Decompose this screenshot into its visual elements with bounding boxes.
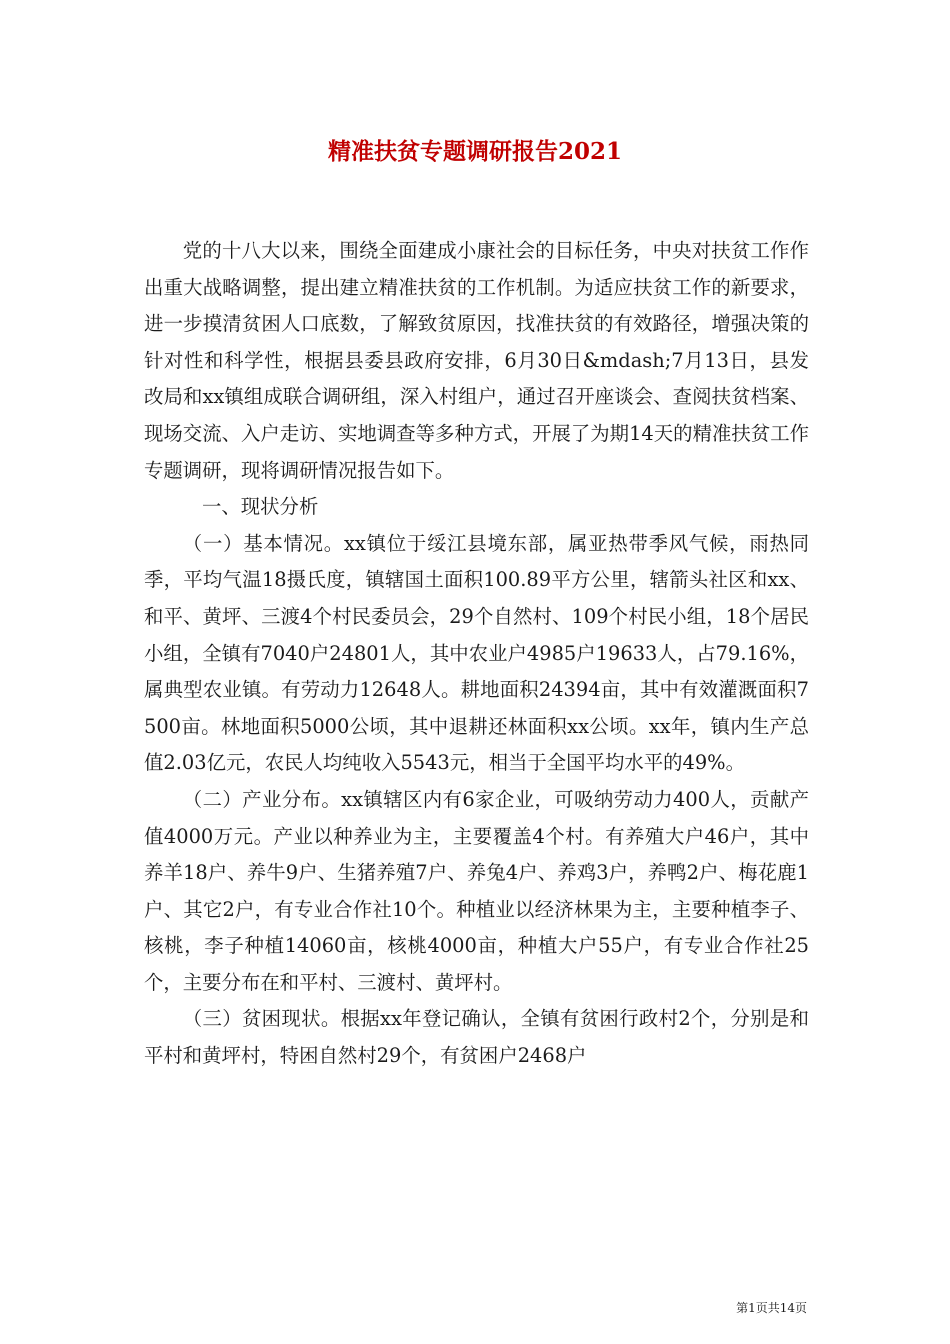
page-number: 第1页共14页 (736, 1301, 807, 1315)
document-body (144, 233, 809, 1075)
paragraph-poverty-status: （三）贫困现状。根据xx年登记确认，全镇有贫困行政村2个，分别是和平村和黄坪村，特困自然村29个，有贫困户2468户 (144, 1007, 809, 1068)
paragraph-basic-situation: （一）基本情况。xx镇位于绥江县境东部，属亚热带季风气候，雨热同季，平均气温18摄氏度，镇辖国土面积100.89平方公里，辖箭头社区和xx、和平、黄坪、三渡4个村民委员会，29个自然村、109个村民小组，18个居民小组，全镇有7040户24801人，其中农业户4985户19633人，占79.16%，属典型农业镇。有劳动力12648人。耕地面积24394亩，其中有效灌溉面积7500亩。林地面积5000公顷，其中退耕还林面积xx公顷。xx年，镇内生产总值2.03亿元，农民人均纯收入5543元，相当于全国平均水平的49%。 (144, 531, 809, 775)
page-title: 精准扶贫专题调研报告2021 (327, 138, 622, 165)
paragraph-industry-distribution: （二）产业分布。xx镇辖区内有6家企业，可吸纳劳动力400人，贡献产值4000万元。产业以种养业为主，主要覆盖4个村。有养殖大户46户，其中养羊18户、养牛9户、生猪养殖7户、养兔4户、养鸡3户，养鸭2户、梅花鹿1户、其它2户，有专业合作社10个。种植业以经济林果为主，主要种植李子、核桃，李子种植14060亩，核桃4000亩，种植大户55户，有专业合作社25个，主要分布在和平村、三渡村、黄坪村。 (144, 787, 809, 994)
section-heading: 一、现状分析 (202, 495, 319, 519)
intro-paragraph: 党的十八大以来，围绕全面建成小康社会的目标任务，中央对扶贫工作作出重大战略调整，提出建立精准扶贫的工作机制。为适应扶贫工作的新要求，进一步摸清贫困人口底数，了解致贫原因，找准扶贫的有效路径，增强决策的针对性和科学性，根据县委县政府安排，6月30日&mdash;7月13日，县发改局和xx镇组成联合调研组，深入村组户，通过召开座谈会、查阅扶贫档案、现场交流、入户走访、实地调查等多种方式，开展了为期14天的精准扶贫工作专题调研，现将调研情况报告如下。 (144, 239, 809, 482)
